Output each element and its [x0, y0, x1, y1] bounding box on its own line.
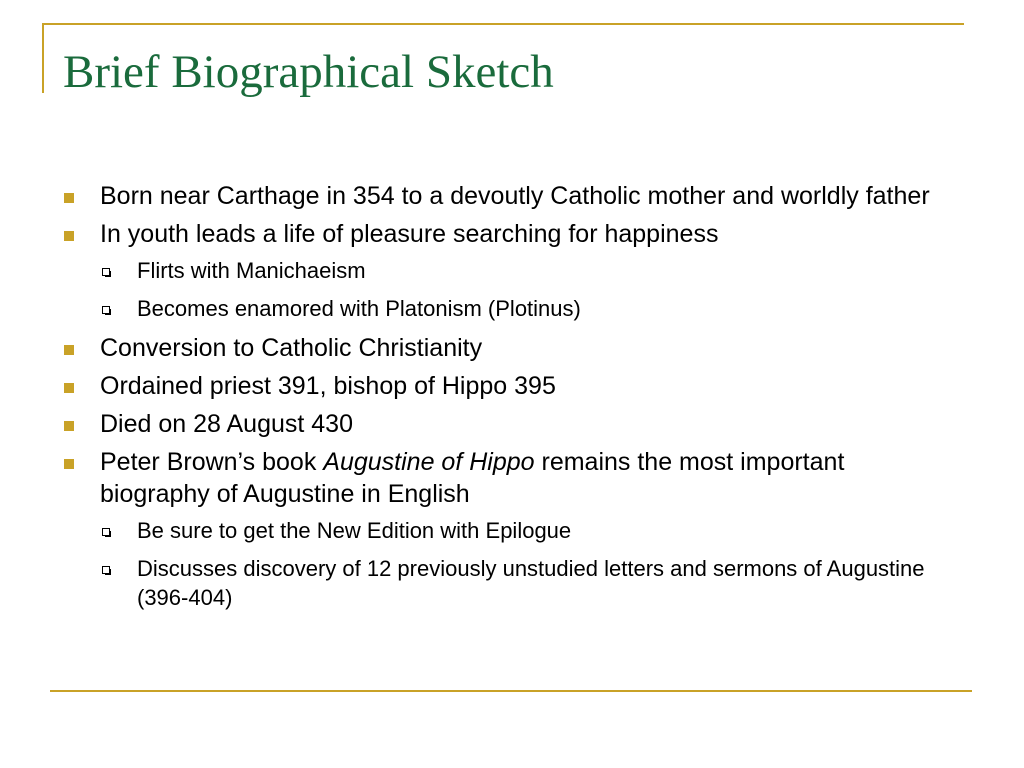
square-bullet-icon [64, 459, 74, 469]
sub-bullet-text: Flirts with Manichaeism [137, 258, 366, 283]
page-title: Brief Biographical Sketch [63, 46, 554, 98]
bullet-text-start: Peter Brown’s book [100, 448, 324, 476]
hollow-square-bullet-icon [102, 268, 110, 276]
sub-bullet-text: Be sure to get the New Edition with Epilogue [137, 518, 572, 543]
bullet-text: In youth leads a life of pleasure searching for happiness [100, 220, 719, 248]
bullet-list [64, 180, 934, 621]
frame-top-rule [42, 23, 964, 25]
square-bullet-icon [64, 345, 74, 355]
sub-list-item [64, 516, 934, 545]
sub-list-item [64, 554, 934, 612]
hollow-square-bullet-icon [102, 528, 110, 536]
hollow-square-bullet-icon [102, 566, 110, 574]
bullet-text: Ordained priest 391, bishop of Hippo 395 [100, 372, 556, 400]
bullet-text: Conversion to Catholic Christianity [100, 334, 483, 362]
frame-bottom-rule [50, 690, 972, 692]
list-item [64, 446, 934, 510]
list-item [64, 408, 934, 440]
sub-bullet-text: Becomes enamored with Platonism (Plotinus) [137, 296, 581, 321]
list-item [64, 218, 934, 250]
hollow-square-bullet-icon [102, 306, 110, 314]
square-bullet-icon [64, 231, 74, 241]
sub-bullet-text: Discusses discovery of 12 previously unstudied letters and sermons of Augustine (396-404) [137, 556, 925, 610]
list-item [64, 180, 934, 212]
square-bullet-icon [64, 193, 74, 203]
square-bullet-icon [64, 421, 74, 431]
list-item [64, 370, 934, 402]
bullet-text-end: remains the most important biography of Augustine in English [100, 448, 845, 508]
frame-left-rule [42, 23, 44, 93]
bullet-text: Born near Carthage in 354 to a devoutly Catholic mother and worldly father [100, 182, 930, 210]
bullet-text: Died on 28 August 430 [100, 410, 353, 438]
sub-list-item [64, 256, 934, 285]
square-bullet-icon [64, 383, 74, 393]
sub-list-item [64, 294, 934, 323]
book-title: Augustine of Hippo [323, 448, 535, 476]
list-item [64, 332, 934, 364]
